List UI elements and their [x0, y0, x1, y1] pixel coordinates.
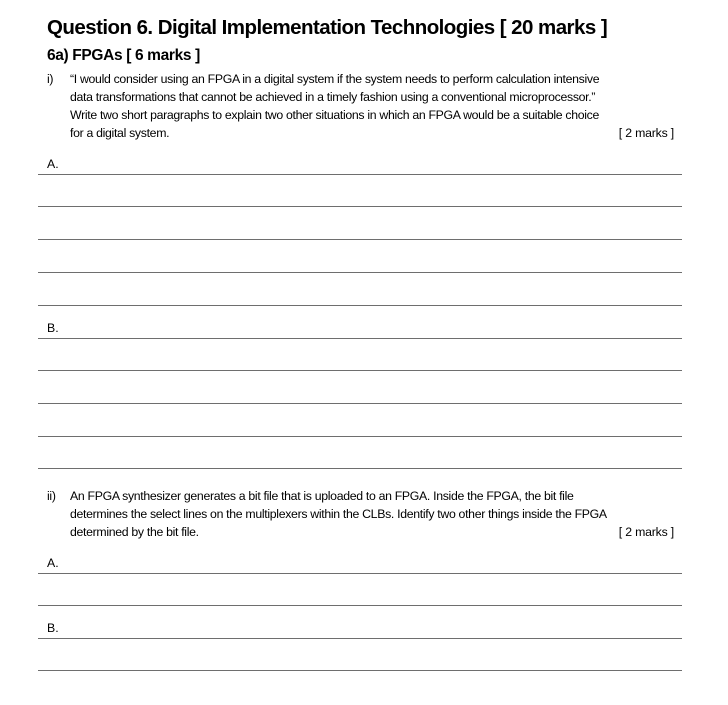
question-i-line-4: for a digital system. — [70, 126, 170, 140]
question-i-line-2: data transformations that cannot be achieved in a timely fashion using a conventional microprocessor.” — [70, 90, 596, 104]
answer-line[interactable] — [38, 605, 682, 606]
answer-line[interactable] — [38, 174, 682, 175]
section-subtitle: 6a) FPGAs [ 6 marks ] — [47, 47, 200, 64]
answer-line[interactable] — [38, 638, 682, 639]
answer-i-b-label: B. — [47, 321, 59, 335]
question-i-line-3: Write two short paragraphs to explain two other situations in which an FPGA would be a suitable choice — [70, 108, 599, 122]
answer-line[interactable] — [38, 436, 682, 437]
question-ii-number: ii) — [47, 489, 56, 503]
answer-line[interactable] — [38, 206, 682, 207]
answer-line[interactable] — [38, 468, 682, 469]
question-title: Question 6. Digital Implementation Technologies [ 20 marks ] — [47, 16, 608, 39]
answer-ii-b-label: B. — [47, 621, 59, 635]
question-ii-marks: [ 2 marks ] — [618, 525, 674, 539]
question-i-number: i) — [47, 72, 54, 86]
answer-line[interactable] — [38, 670, 682, 671]
answer-line[interactable] — [38, 370, 682, 371]
answer-ii-a-label: A. — [47, 556, 59, 570]
question-ii-line-1: An FPGA synthesizer generates a bit file that is uploaded to an FPGA. Inside the FPGA, the bit file — [70, 489, 574, 503]
answer-line[interactable] — [38, 305, 682, 306]
question-i-marks: [ 2 marks ] — [618, 126, 674, 140]
answer-line[interactable] — [38, 239, 682, 240]
question-i-line-1: “I would consider using an FPGA in a digital system if the system needs to perform calculation intensive — [70, 72, 600, 86]
question-ii-line-3: determined by the bit file. — [70, 525, 199, 539]
answer-line[interactable] — [38, 338, 682, 339]
answer-i-a-label: A. — [47, 157, 59, 171]
question-ii-line-2: determines the select lines on the multiplexers within the CLBs. Identify two other things inside the FPGA — [70, 507, 607, 521]
answer-line[interactable] — [38, 573, 682, 574]
answer-line[interactable] — [38, 272, 682, 273]
answer-line[interactable] — [38, 403, 682, 404]
